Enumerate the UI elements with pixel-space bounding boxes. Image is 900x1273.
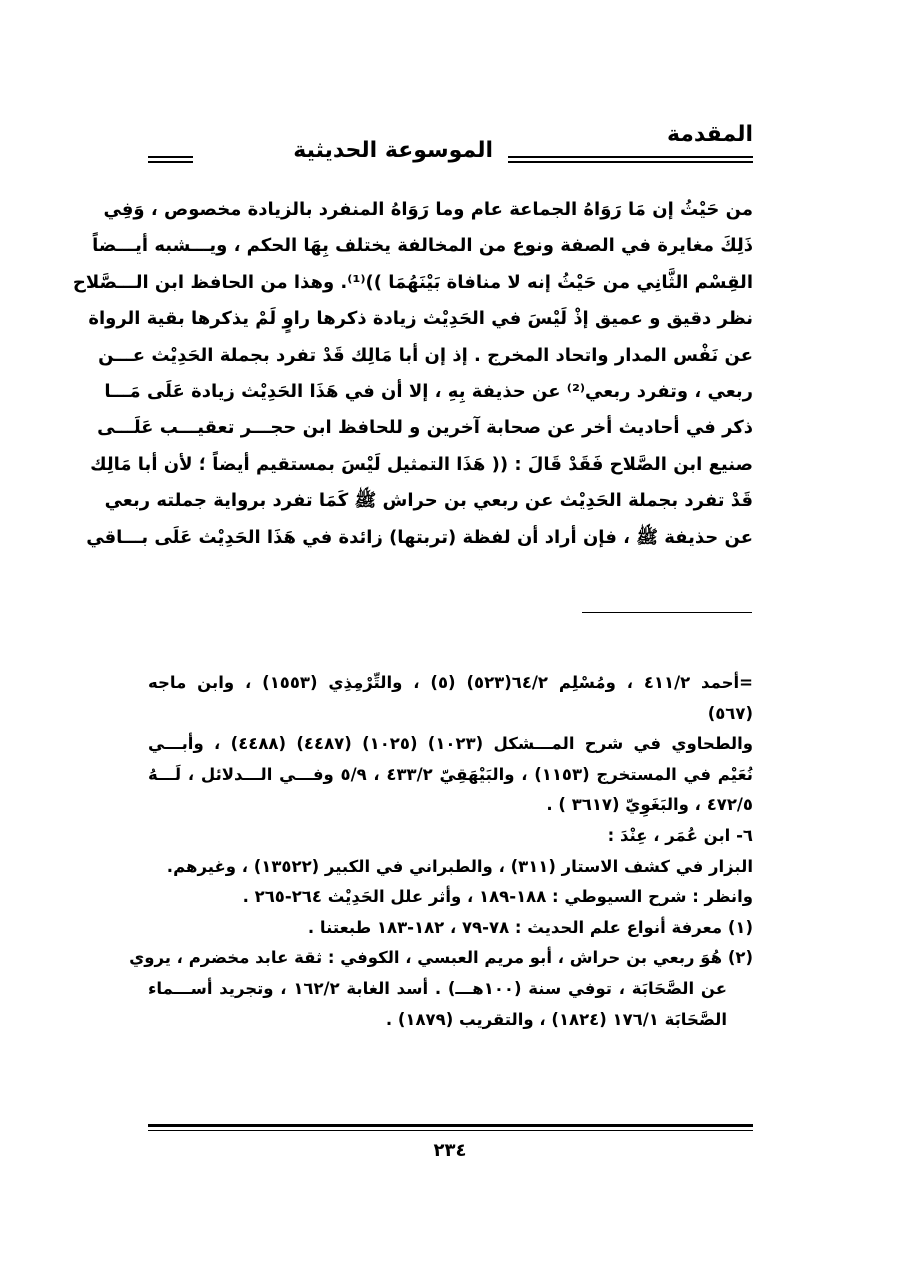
footnote-line: الصَّحَابَة ١٧٦/١ (١٨٢٤) ، والتقريب (١٨٧٩) .: [385, 1009, 727, 1029]
body-line: القِسْم الثَّانِي من حَيْثُ إنه لا منافاة بَيْنَهُمَا ))⁽¹⁾. وهذا من الحافظ ابن الـــصَّلاح: [72, 271, 753, 293]
footnote-line: ٦- ابن عُمَر ، عِنْدَ :: [607, 825, 753, 845]
body-line: عن حذيفة ﷺ ، فإن أراد أن لفظة (تربتها) زائدة في هَذَا الحَدِيْث عَلَى بـــاقي: [86, 526, 753, 548]
body-line: من حَيْثُ إن مَا رَوَاهُ الجماعة عام وما رَوَاهُ المنفرد بالزيادة مخصوص ، وَفِي: [103, 199, 753, 220]
body-line: ربعي ، وتفرد ربعي⁽²⁾ عن حذيفة بِهِ ، إلا أن في هَذَا الحَدِيْث زيادة عَلَى مَـــا: [104, 380, 753, 402]
header-book-title: الموسوعة الحديثية: [293, 138, 493, 163]
footnote-line: ٤٧٢/٥ ، والبَغَوِيّ (٣٦١٧ ) .: [546, 795, 753, 815]
body-line: نظر دقيق و عميق إذْ لَيْسَ في الحَدِيْث زيادة ذكرها راوٍ لَمْ يذكرها بقية الرواة: [88, 308, 753, 330]
footnote-line: والطحاوي في شرح المـــشكل (١٠٢٣) (١٠٢٥) (٤٤٨٧) (٤٤٨٨) ، وأبـــي: [148, 734, 753, 754]
main-text: [72, 192, 753, 556]
header-section-title: المقدمة: [666, 122, 753, 147]
footer-rule: [148, 1124, 753, 1131]
header-rule-long: [508, 156, 753, 163]
footnote-line: البزار في كشف الاستار (٣١١) ، والطبراني في الكبير (١٣٥٢٢) ، وغيرهم.: [166, 856, 753, 876]
page-number: ٢٣٤: [433, 1140, 467, 1161]
footnote-line: وانظر : شرح السيوطي : ١٨٨-١٨٩ ، وأثر علل الحَدِيْث ٢٦٤-٢٦٥ .: [242, 887, 753, 907]
footnote-line: (٥٦٧): [707, 703, 753, 723]
body-line: ذكر في أحاديث أخر عن صحابة آخرين و للحافظ ابن حجـــر تعقيـــب عَلَـــى: [97, 417, 753, 439]
footnote-line: عن الصَّحَابَة ، توفي سنة (١٠٠هـــ) . أسد الغابة ١٦٢/٢ ، وتجريد أســـماء: [148, 978, 727, 998]
running-header: [148, 122, 753, 170]
footnote-line: =أحمد ٤١١/٢ ، ومُسْلِم ٦٤/٢(٥٢٣) (٥) ، والتِّرْمِذِي (١٥٥٣) ، وابن ماجه: [148, 673, 754, 692]
footnote-line: (٢) هُوَ ربعي بن حراش ، أبو مريم العبسي ، الكوفي : ثقة عابد مخضرم ، يروي: [129, 948, 753, 968]
footnotes: [129, 668, 754, 1035]
body-line: صنيع ابن الصَّلاح فَقَدْ قَالَ : (( هَذَا التمثيل لَيْسَ بمستقيم أيضاً ؛ لأن أبا مَالِك: [90, 453, 753, 475]
header-rule-short: [148, 156, 193, 163]
footnote-line: نُعَيْم في المستخرج (١١٥٣) ، والبَيْهَقِيّ ٤٣٣/٢ ، ٥/٩ وفـــي الـــدلائل ، لَـــهُ: [148, 764, 753, 784]
body-line: عن نَفْس المدار واتحاد المخرج . إذ إن أبا مَالِك قَدْ تفرد بجملة الحَدِيْث عـــن: [98, 344, 753, 366]
body-line: قَدْ تفرد بجملة الحَدِيْث عن ربعي بن حراش ﷺ كَمَا تفرد برواية جملته ربعي: [104, 490, 753, 512]
footnote-line: (١) معرفة أنواع علم الحديث : ٧٨-٧٩ ، ١٨٢-١٨٣ طبعتنا .: [307, 917, 753, 937]
footnote-separator: [582, 612, 752, 613]
body-line: ذَلِكَ مغايرة في الصفة ونوع من المخالفة يختلف بِهَا الحكم ، ويـــشبه أيـــضاً: [92, 235, 753, 257]
